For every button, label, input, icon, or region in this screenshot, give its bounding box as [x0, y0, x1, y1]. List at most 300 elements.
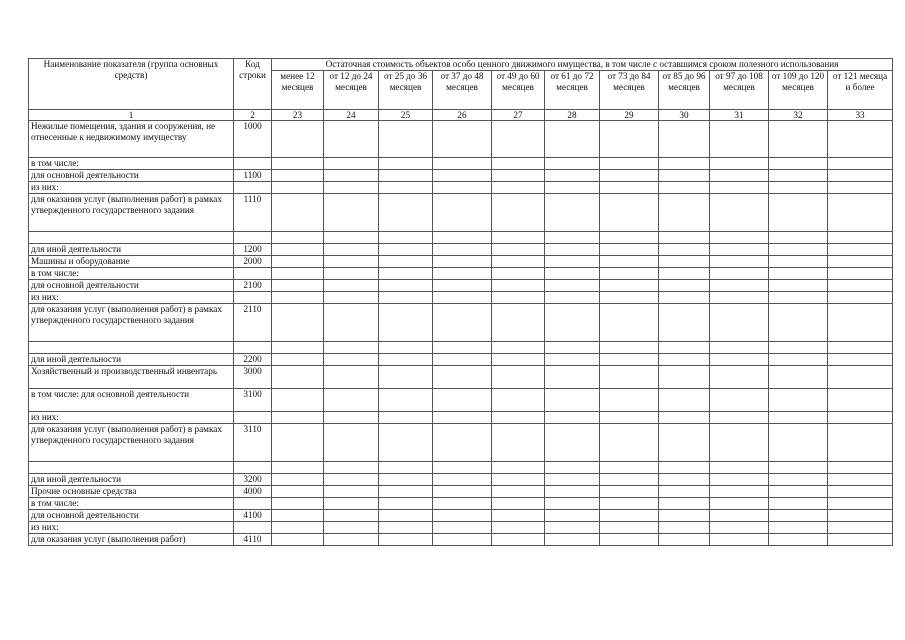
value-cell[interactable] [828, 170, 893, 182]
value-cell[interactable] [769, 486, 828, 498]
value-cell[interactable] [659, 121, 710, 158]
value-cell[interactable] [324, 292, 379, 304]
value-cell[interactable] [492, 389, 545, 412]
value-cell[interactable] [710, 182, 769, 194]
value-cell[interactable] [272, 292, 324, 304]
value-cell[interactable] [710, 292, 769, 304]
value-cell[interactable] [324, 366, 379, 389]
value-cell[interactable] [828, 389, 893, 412]
value-cell[interactable] [600, 462, 659, 474]
value-cell[interactable] [272, 170, 324, 182]
value-cell[interactable] [492, 170, 545, 182]
value-cell[interactable] [379, 474, 433, 486]
value-cell[interactable] [769, 158, 828, 170]
value-cell[interactable] [600, 389, 659, 412]
value-cell[interactable] [272, 232, 324, 244]
value-cell[interactable] [492, 510, 545, 522]
value-cell[interactable] [324, 474, 379, 486]
row-code [234, 292, 272, 304]
value-cell[interactable] [492, 534, 545, 546]
value-cell[interactable] [492, 182, 545, 194]
value-cell[interactable] [433, 412, 492, 424]
value-cell[interactable] [828, 182, 893, 194]
value-cell[interactable] [379, 194, 433, 232]
value-cell[interactable] [433, 366, 492, 389]
value-cell[interactable] [379, 389, 433, 412]
value-cell[interactable] [379, 522, 433, 534]
value-cell[interactable] [545, 354, 600, 366]
value-cell[interactable] [659, 244, 710, 256]
value-cell[interactable] [433, 256, 492, 268]
value-cell[interactable] [545, 342, 600, 354]
row-indicator-name: из них: [29, 522, 234, 534]
value-cell[interactable] [710, 412, 769, 424]
value-cell[interactable] [769, 121, 828, 158]
value-cell[interactable] [492, 424, 545, 462]
value-cell[interactable] [272, 280, 324, 292]
value-cell[interactable] [659, 182, 710, 194]
value-cell[interactable] [433, 182, 492, 194]
row-indicator-name [29, 342, 234, 354]
value-cell[interactable] [659, 366, 710, 389]
value-cell[interactable] [272, 268, 324, 280]
value-cell[interactable] [545, 170, 600, 182]
value-cell[interactable] [433, 498, 492, 510]
value-cell[interactable] [272, 354, 324, 366]
value-cell[interactable] [769, 194, 828, 232]
value-cell[interactable] [379, 342, 433, 354]
row-code [234, 268, 272, 280]
row-code: 3200 [234, 474, 272, 486]
value-cell[interactable] [545, 424, 600, 462]
value-cell[interactable] [545, 182, 600, 194]
value-cell[interactable] [710, 462, 769, 474]
value-cell[interactable] [433, 462, 492, 474]
value-cell[interactable] [600, 342, 659, 354]
value-cell[interactable] [379, 412, 433, 424]
value-cell[interactable] [433, 121, 492, 158]
value-cell[interactable] [659, 534, 710, 546]
row-indicator-name: из них: [29, 412, 234, 424]
value-cell[interactable] [324, 462, 379, 474]
value-cell[interactable] [600, 412, 659, 424]
value-cell[interactable] [659, 170, 710, 182]
value-cell[interactable] [492, 474, 545, 486]
value-cell[interactable] [600, 158, 659, 170]
value-cell[interactable] [769, 522, 828, 534]
value-cell[interactable] [433, 268, 492, 280]
value-cell[interactable] [659, 158, 710, 170]
value-cell[interactable] [600, 304, 659, 342]
value-cell[interactable] [272, 462, 324, 474]
value-cell[interactable] [545, 486, 600, 498]
row-code [234, 158, 272, 170]
value-cell[interactable] [433, 170, 492, 182]
value-cell[interactable] [492, 232, 545, 244]
value-cell[interactable] [828, 486, 893, 498]
value-cell[interactable] [769, 268, 828, 280]
value-cell[interactable] [433, 354, 492, 366]
value-cell[interactable] [272, 522, 324, 534]
value-cell[interactable] [828, 498, 893, 510]
value-cell[interactable] [492, 354, 545, 366]
value-cell[interactable] [769, 304, 828, 342]
value-cell[interactable] [769, 170, 828, 182]
value-cell[interactable] [324, 354, 379, 366]
value-cell[interactable] [379, 232, 433, 244]
table-row [29, 158, 893, 170]
value-cell[interactable] [492, 412, 545, 424]
value-cell[interactable] [769, 534, 828, 546]
value-cell[interactable] [433, 342, 492, 354]
value-cell[interactable] [769, 182, 828, 194]
value-cell[interactable] [379, 486, 433, 498]
value-cell[interactable] [710, 424, 769, 462]
value-cell[interactable] [379, 158, 433, 170]
value-cell[interactable] [600, 170, 659, 182]
value-cell[interactable] [272, 121, 324, 158]
value-cell[interactable] [828, 412, 893, 424]
value-cell[interactable] [828, 268, 893, 280]
value-cell[interactable] [379, 292, 433, 304]
value-cell[interactable] [272, 510, 324, 522]
value-cell[interactable] [659, 510, 710, 522]
value-cell[interactable] [324, 121, 379, 158]
value-cell[interactable] [379, 534, 433, 546]
value-cell[interactable] [545, 498, 600, 510]
value-cell[interactable] [492, 121, 545, 158]
value-cell[interactable] [492, 462, 545, 474]
value-cell[interactable] [828, 121, 893, 158]
value-cell[interactable] [492, 498, 545, 510]
value-cell[interactable] [272, 304, 324, 342]
value-cell[interactable] [545, 389, 600, 412]
table-row [29, 268, 893, 280]
value-cell[interactable] [272, 158, 324, 170]
header-period-1: менее 12 месяцев [272, 71, 324, 110]
value-cell[interactable] [324, 522, 379, 534]
value-cell[interactable] [379, 366, 433, 389]
value-cell[interactable] [600, 194, 659, 232]
value-cell[interactable] [828, 194, 893, 232]
value-cell[interactable] [324, 389, 379, 412]
value-cell[interactable] [828, 462, 893, 474]
value-cell[interactable] [272, 366, 324, 389]
value-cell[interactable] [492, 244, 545, 256]
value-cell[interactable] [659, 342, 710, 354]
value-cell[interactable] [545, 280, 600, 292]
value-cell[interactable] [600, 280, 659, 292]
value-cell[interactable] [659, 256, 710, 268]
value-cell[interactable] [659, 424, 710, 462]
value-cell[interactable] [600, 232, 659, 244]
value-cell[interactable] [769, 412, 828, 424]
value-cell[interactable] [492, 194, 545, 232]
value-cell[interactable] [600, 244, 659, 256]
value-cell[interactable] [545, 292, 600, 304]
value-cell[interactable] [769, 474, 828, 486]
value-cell[interactable] [433, 510, 492, 522]
row-code [234, 412, 272, 424]
value-cell[interactable] [272, 474, 324, 486]
value-cell[interactable] [545, 268, 600, 280]
value-cell[interactable] [710, 389, 769, 412]
value-cell[interactable] [769, 389, 828, 412]
value-cell[interactable] [600, 268, 659, 280]
value-cell[interactable] [324, 304, 379, 342]
value-cell[interactable] [659, 474, 710, 486]
value-cell[interactable] [769, 292, 828, 304]
value-cell[interactable] [433, 280, 492, 292]
value-cell[interactable] [600, 510, 659, 522]
value-cell[interactable] [272, 342, 324, 354]
value-cell[interactable] [324, 412, 379, 424]
value-cell[interactable] [710, 268, 769, 280]
value-cell[interactable] [828, 354, 893, 366]
value-cell[interactable] [272, 498, 324, 510]
value-cell[interactable] [659, 280, 710, 292]
row-code [234, 232, 272, 244]
value-cell[interactable] [272, 424, 324, 462]
value-cell[interactable] [379, 182, 433, 194]
value-cell[interactable] [492, 292, 545, 304]
value-cell[interactable] [769, 510, 828, 522]
value-cell[interactable] [828, 342, 893, 354]
value-cell[interactable] [659, 462, 710, 474]
value-cell[interactable] [769, 280, 828, 292]
value-cell[interactable] [659, 522, 710, 534]
value-cell[interactable] [545, 256, 600, 268]
value-cell[interactable] [769, 424, 828, 462]
value-cell[interactable] [272, 412, 324, 424]
value-cell[interactable] [379, 304, 433, 342]
value-cell[interactable] [379, 170, 433, 182]
value-cell[interactable] [272, 182, 324, 194]
value-cell[interactable] [710, 170, 769, 182]
value-cell[interactable] [272, 244, 324, 256]
value-cell[interactable] [710, 342, 769, 354]
value-cell[interactable] [433, 232, 492, 244]
value-cell[interactable] [828, 280, 893, 292]
value-cell[interactable] [324, 268, 379, 280]
value-cell[interactable] [769, 342, 828, 354]
value-cell[interactable] [600, 534, 659, 546]
value-cell[interactable] [272, 194, 324, 232]
value-cell[interactable] [492, 366, 545, 389]
value-cell[interactable] [433, 244, 492, 256]
table-row [29, 354, 893, 366]
value-cell[interactable] [769, 366, 828, 389]
value-cell[interactable] [710, 232, 769, 244]
header-row-top [29, 59, 893, 71]
value-cell[interactable] [545, 412, 600, 424]
value-cell[interactable] [324, 194, 379, 232]
value-cell[interactable] [324, 256, 379, 268]
value-cell[interactable] [600, 486, 659, 498]
value-cell[interactable] [379, 510, 433, 522]
row-code [234, 182, 272, 194]
value-cell[interactable] [710, 256, 769, 268]
value-cell[interactable] [379, 424, 433, 462]
value-cell[interactable] [272, 486, 324, 498]
value-cell[interactable] [600, 182, 659, 194]
value-cell[interactable] [710, 194, 769, 232]
value-cell[interactable] [545, 366, 600, 389]
value-cell[interactable] [492, 342, 545, 354]
value-cell[interactable] [659, 498, 710, 510]
value-cell[interactable] [433, 474, 492, 486]
value-cell[interactable] [324, 342, 379, 354]
value-cell[interactable] [600, 366, 659, 389]
column-number-23: 23 [272, 110, 324, 121]
value-cell[interactable] [659, 412, 710, 424]
value-cell[interactable] [324, 244, 379, 256]
value-cell[interactable] [828, 534, 893, 546]
value-cell[interactable] [828, 158, 893, 170]
value-cell[interactable] [710, 158, 769, 170]
value-cell[interactable] [769, 462, 828, 474]
value-cell[interactable] [828, 244, 893, 256]
value-cell[interactable] [492, 304, 545, 342]
value-cell[interactable] [324, 486, 379, 498]
value-cell[interactable] [769, 256, 828, 268]
value-cell[interactable] [492, 268, 545, 280]
value-cell[interactable] [710, 366, 769, 389]
value-cell[interactable] [545, 232, 600, 244]
value-cell[interactable] [710, 534, 769, 546]
value-cell[interactable] [828, 522, 893, 534]
value-cell[interactable] [545, 534, 600, 546]
value-cell[interactable] [828, 510, 893, 522]
value-cell[interactable] [545, 244, 600, 256]
table-row [29, 280, 893, 292]
value-cell[interactable] [433, 304, 492, 342]
value-cell[interactable] [492, 280, 545, 292]
value-cell[interactable] [659, 194, 710, 232]
value-cell[interactable] [379, 354, 433, 366]
value-cell[interactable] [769, 244, 828, 256]
value-cell[interactable] [324, 498, 379, 510]
value-cell[interactable] [433, 424, 492, 462]
value-cell[interactable] [379, 244, 433, 256]
value-cell[interactable] [433, 194, 492, 232]
value-cell[interactable] [828, 474, 893, 486]
value-cell[interactable] [545, 121, 600, 158]
value-cell[interactable] [545, 522, 600, 534]
value-cell[interactable] [828, 304, 893, 342]
value-cell[interactable] [710, 474, 769, 486]
value-cell[interactable] [828, 366, 893, 389]
value-cell[interactable] [659, 389, 710, 412]
value-cell[interactable] [324, 534, 379, 546]
value-cell[interactable] [492, 158, 545, 170]
value-cell[interactable] [600, 474, 659, 486]
value-cell[interactable] [324, 170, 379, 182]
value-cell[interactable] [600, 121, 659, 158]
value-cell[interactable] [324, 232, 379, 244]
value-cell[interactable] [492, 486, 545, 498]
value-cell[interactable] [710, 522, 769, 534]
value-cell[interactable] [272, 389, 324, 412]
value-cell[interactable] [600, 424, 659, 462]
value-cell[interactable] [433, 522, 492, 534]
value-cell[interactable] [769, 232, 828, 244]
value-cell[interactable] [433, 292, 492, 304]
value-cell[interactable] [545, 462, 600, 474]
value-cell[interactable] [828, 424, 893, 462]
value-cell[interactable] [710, 304, 769, 342]
value-cell[interactable] [600, 354, 659, 366]
value-cell[interactable] [710, 510, 769, 522]
value-cell[interactable] [379, 462, 433, 474]
value-cell[interactable] [433, 389, 492, 412]
value-cell[interactable] [828, 256, 893, 268]
row-code: 2200 [234, 354, 272, 366]
value-cell[interactable] [492, 256, 545, 268]
value-cell[interactable] [545, 474, 600, 486]
value-cell[interactable] [272, 534, 324, 546]
value-cell[interactable] [272, 256, 324, 268]
value-cell[interactable] [545, 510, 600, 522]
value-cell[interactable] [324, 510, 379, 522]
value-cell[interactable] [769, 498, 828, 510]
value-cell[interactable] [324, 158, 379, 170]
value-cell[interactable] [433, 158, 492, 170]
value-cell[interactable] [379, 498, 433, 510]
value-cell[interactable] [710, 244, 769, 256]
value-cell[interactable] [710, 498, 769, 510]
value-cell[interactable] [600, 522, 659, 534]
value-cell[interactable] [545, 304, 600, 342]
value-cell[interactable] [600, 292, 659, 304]
value-cell[interactable] [433, 486, 492, 498]
value-cell[interactable] [379, 280, 433, 292]
value-cell[interactable] [600, 498, 659, 510]
value-cell[interactable] [659, 486, 710, 498]
value-cell[interactable] [828, 232, 893, 244]
header-period-6: от 61 до 72 месяцев [545, 71, 600, 110]
value-cell[interactable] [433, 534, 492, 546]
value-cell[interactable] [379, 268, 433, 280]
value-cell[interactable] [545, 158, 600, 170]
value-cell[interactable] [659, 268, 710, 280]
value-cell[interactable] [710, 121, 769, 158]
row-indicator-name [29, 462, 234, 474]
value-cell[interactable] [828, 292, 893, 304]
value-cell[interactable] [324, 424, 379, 462]
value-cell[interactable] [600, 256, 659, 268]
row-code: 3000 [234, 366, 272, 389]
value-cell[interactable] [379, 121, 433, 158]
row-code: 2110 [234, 304, 272, 342]
value-cell[interactable] [492, 522, 545, 534]
value-cell[interactable] [710, 354, 769, 366]
table-row [29, 534, 893, 546]
value-cell[interactable] [659, 304, 710, 342]
value-cell[interactable] [710, 486, 769, 498]
value-cell[interactable] [324, 280, 379, 292]
value-cell[interactable] [659, 354, 710, 366]
row-code [234, 498, 272, 510]
value-cell[interactable] [379, 256, 433, 268]
value-cell[interactable] [769, 354, 828, 366]
value-cell[interactable] [710, 280, 769, 292]
table-row [29, 182, 893, 194]
value-cell[interactable] [659, 232, 710, 244]
value-cell[interactable] [545, 194, 600, 232]
value-cell[interactable] [659, 292, 710, 304]
value-cell[interactable] [324, 182, 379, 194]
